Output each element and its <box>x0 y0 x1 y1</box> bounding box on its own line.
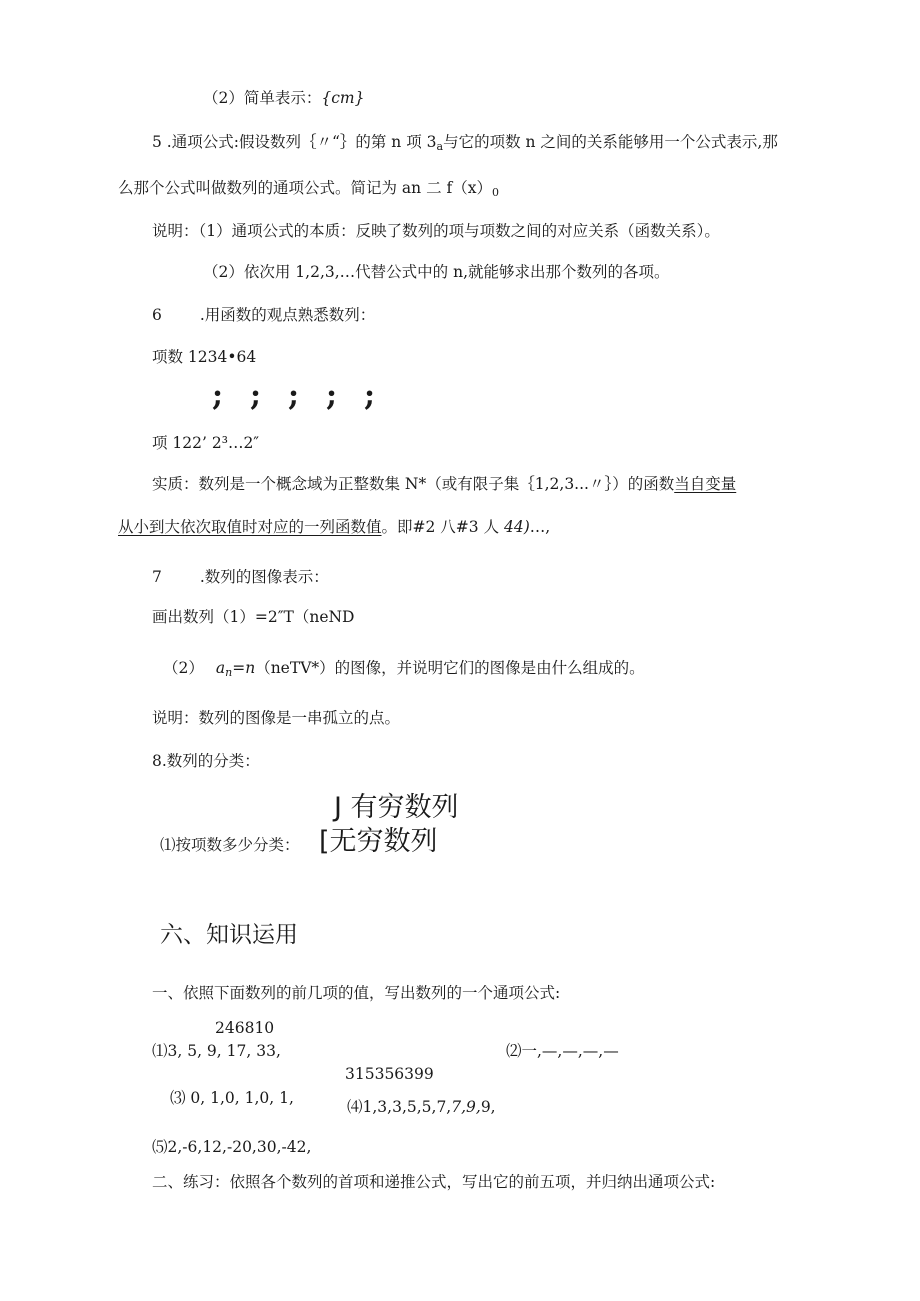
essence-text: 实质：数列是一个概念域为正整数集 N*（或有限子集｛1,2,3...〃｝）的函数 <box>152 475 675 493</box>
ex2-denominators: 315356399 <box>345 1065 434 1083</box>
section-heading-six: 六、知识运用 <box>160 922 298 948</box>
question-two: 二、练习：依照各个数列的首项和递推公式，写出它的前五项，并归纳出通项公式: <box>152 1173 716 1191</box>
line-general-term-definition <box>152 132 778 157</box>
exercise-4-text: ⑷1,3,3,5,5,7, <box>347 1098 452 1116</box>
exercise-5: ⑸2,-6,12,-20,30,-42, <box>152 1138 312 1156</box>
line-graph-representation <box>152 567 329 587</box>
essence-text-2: 。即#2 八#3 人 <box>381 518 504 536</box>
draw-2-eq: =n <box>232 659 256 677</box>
mapping-mark: ; <box>364 378 376 413</box>
general-term-text-1: 5 .通项公式:假设数列｛〃“｝的第 n 项 3 <box>152 133 437 151</box>
simple-notation-formula: {cm} <box>321 89 365 107</box>
exercise-2: ⑵一,—,—,—,— <box>506 1042 619 1060</box>
exercise-4-end: 9, <box>480 1098 496 1116</box>
general-term-text-2: 与它的项数 n 之间的关系能够用一个公式表示,那 <box>443 133 778 151</box>
line-function-view <box>152 305 375 325</box>
draw-2-text: （neTV*）的图像，并说明它们的图像是由什么组成的。 <box>255 659 645 677</box>
function-view-text: .用函数的观点熟悉数列： <box>199 306 376 324</box>
line-simple-notation <box>203 88 364 108</box>
line-essence-2 <box>118 517 550 537</box>
essence-italic: 44) <box>504 518 530 536</box>
simple-notation-label: （2）简单表示： <box>203 89 322 107</box>
graph-representation-text: .数列的图像表示： <box>199 568 329 586</box>
general-term-subscript: a <box>436 140 444 153</box>
item-number-6: 6 <box>152 306 162 324</box>
essence-underlined-1: 当自变量 <box>674 475 737 493</box>
line-term-values: 项 122’ 2³…2″ <box>152 434 260 452</box>
general-term-formula-subscript: 0 <box>492 186 499 199</box>
general-term-formula-text: 么那个公式叫做数列的通项公式。简记为 an 二 f（x） <box>118 179 492 197</box>
class-finite: J 有穷数列 <box>334 792 459 823</box>
mapping-mark: ; <box>288 378 300 413</box>
class-infinite: [无穷数列 <box>319 826 438 857</box>
class-label: ⑴按项数多少分类： <box>160 836 300 854</box>
essence-underlined-2: 从小到大依次取值时对应的一列函数值 <box>118 518 382 536</box>
draw-2-label: （2） <box>163 659 204 677</box>
mapping-mark: ; <box>250 378 262 413</box>
exercise-3: ⑶ 0, 1,0, 1,0, 1, <box>170 1089 294 1107</box>
line-draw-sequence-2 <box>163 658 645 683</box>
line-term-index: 项数 1234•64 <box>152 348 257 366</box>
essence-ellipsis: …, <box>529 518 551 536</box>
line-graph-note: 说明：数列的图像是一串孤立的点。 <box>152 709 401 727</box>
line-note-substitute: （2）依次用 1,2,3,…代替公式中的 n,就能够求出那个数列的各项。 <box>203 263 670 281</box>
exercise-4-italic: 7,9, <box>451 1098 481 1116</box>
exercise-1: ⑴3, 5, 9, 17, 33, <box>152 1042 281 1060</box>
draw-2-var: a <box>215 659 226 677</box>
item-number-7: 7 <box>152 568 162 586</box>
line-essence-1 <box>152 474 736 494</box>
draw-2-subscript: n <box>225 666 233 679</box>
mapping-marks <box>212 378 402 413</box>
question-one: 一、依照下面数列的前几项的值，写出数列的一个通项公式: <box>152 984 561 1002</box>
ex2-numerators: 246810 <box>215 1019 275 1037</box>
mapping-mark: ; <box>212 378 224 413</box>
mapping-mark: ; <box>326 378 338 413</box>
line-general-term-formula <box>118 178 499 203</box>
line-draw-sequence-1: 画出数列（1）=2″T（neND <box>152 608 355 626</box>
exercise-4 <box>347 1097 496 1117</box>
line-note-essence: 说明：（1）通项公式的本质：反映了数列的项与项数之间的对应关系（函数关系）。 <box>152 222 720 240</box>
line-classification: 8.数列的分类： <box>152 752 260 770</box>
